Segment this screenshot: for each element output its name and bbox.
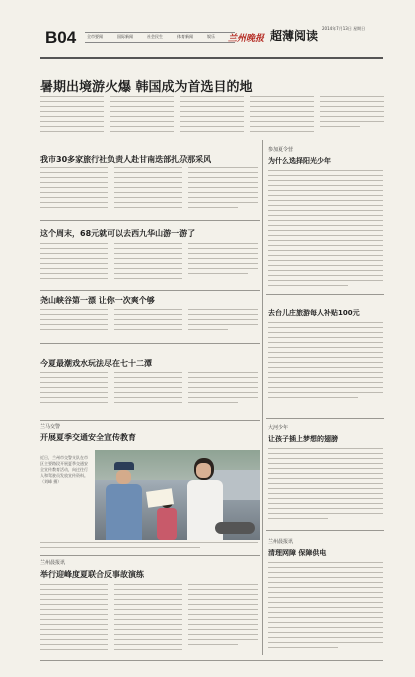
nav-bar [85,32,235,43]
article-headline: 今夏最潮戏水玩法尽在七十二潭 [40,359,152,368]
footer-rule [40,660,383,661]
article-body [40,372,258,417]
divider [40,290,260,291]
article-headline: 尧山峡谷第一漂 让你一次爽个够 [40,296,155,305]
divider [266,530,384,531]
news-photo [95,450,260,540]
article-body [268,322,383,412]
divider [40,555,260,556]
lead-body [40,96,384,138]
nav-item[interactable]: 娱乐 [207,34,215,39]
divider [40,420,260,421]
article-kicker: 兰州晨报讯 [268,539,294,545]
divider [266,294,384,295]
nav-item[interactable]: 全市要闻 [87,34,103,39]
date-line: 2014年7月13日 星期日 [322,26,366,31]
divider [40,220,260,221]
article-headline: 举行迎峰度夏联合反事故演练 [40,570,144,579]
divider [40,343,260,344]
article-body [40,167,258,217]
article-headline: 为什么选择阳光少年 [268,157,331,165]
article-headline: 让孩子插上梦想的翅膀 [268,435,338,443]
article-body [268,562,383,658]
nav-item[interactable]: 社会民生 [147,34,163,39]
article-body [40,542,258,552]
article-headline: 开展夏季交通安全宣传教育 [40,433,136,442]
page-number: B04 [45,28,77,47]
article-headline: 这个周末，68元就可以去西九华山游一游了 [40,229,196,238]
article-body [40,309,258,339]
caption-text: 近日，兰州市交警支队在市区主要路段开展夏季交通安全宣传教育活动，向过往行人和驾驶员发放宣传资料。（刘峰 摄） [40,455,88,484]
officer-figure [103,462,143,540]
article-headline: 清理网障 保障供电 [268,549,327,557]
nav-item[interactable]: 国际新闻 [117,34,133,39]
article-body [268,170,383,290]
nav-item[interactable]: 体育新闻 [177,34,193,39]
article-kicker: 兰马交警 [40,424,61,430]
article-body [40,584,258,656]
article-kicker: 兰州晨报讯 [40,560,66,566]
lead-headline: 暑期出境游火爆 韩国成为首选目的地 [40,80,253,95]
article-body [268,448,383,528]
divider [266,418,384,419]
article-body [40,243,258,288]
masthead [45,26,380,56]
article-kicker: 参加夏令营 [268,147,294,153]
photo-caption [40,455,90,517]
article-headline: 去台儿庄旅游每人补贴100元 [268,309,360,317]
section-title: 超薄阅读 [270,29,319,43]
paper-logo: 兰州晚报 [228,33,265,43]
column-divider [262,140,263,655]
masthead-rule [40,57,383,59]
article-kicker: 大河少年 [268,425,289,431]
article-headline: 我市30多家旅行社负责人赴甘南迭部扎尕那采风 [40,155,212,164]
